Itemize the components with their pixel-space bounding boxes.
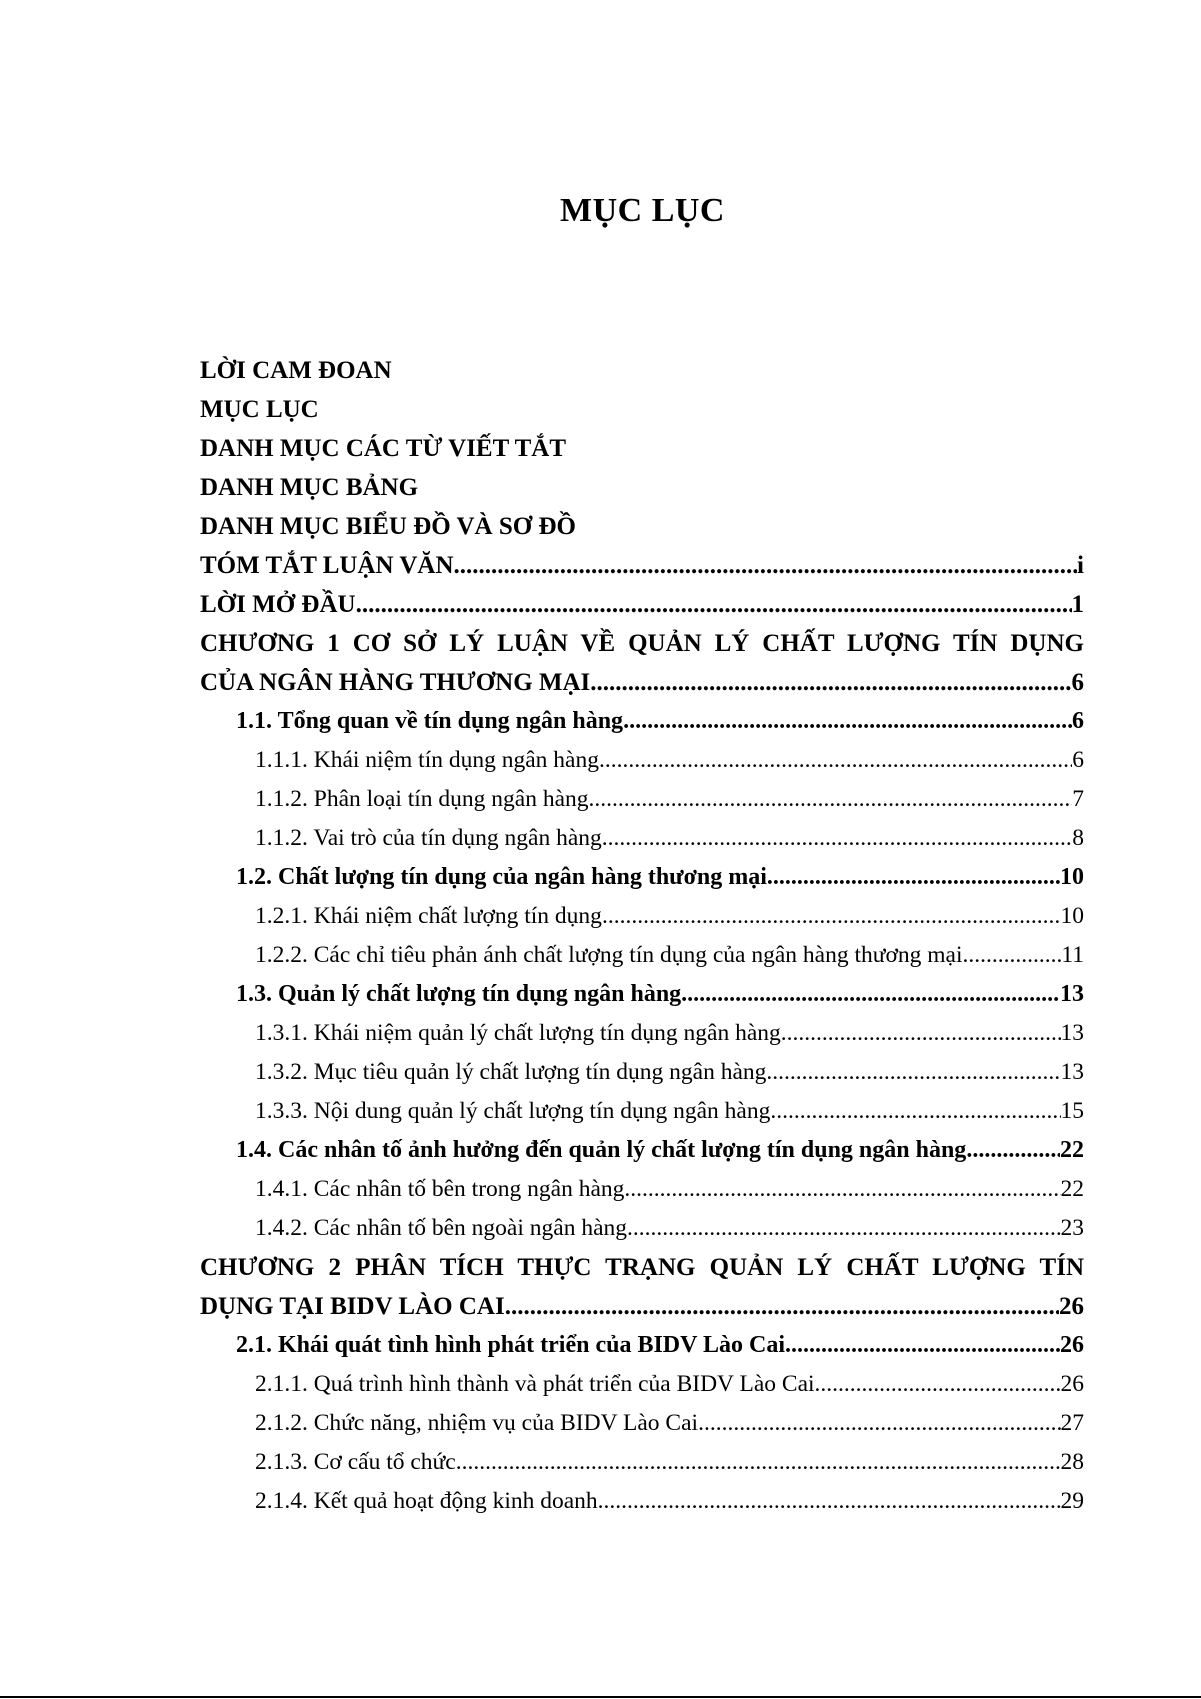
dot-leader: [698, 1404, 1060, 1443]
toc-page-number: 29: [1060, 1488, 1084, 1514]
dot-leader: [627, 1209, 1061, 1248]
toc-subsection[interactable]: [200, 936, 1084, 975]
dot-leader: [781, 1014, 1061, 1053]
toc-subsection[interactable]: [200, 1443, 1084, 1482]
toc-page-number: 1: [1071, 591, 1084, 618]
toc-subsection[interactable]: [200, 1482, 1084, 1521]
toc-subsection[interactable]: [200, 1170, 1084, 1209]
toc-label: 1.4. Các nhân tố ảnh hưởng đến quản lý chất lượng tín dụng ngân hàng: [236, 1137, 967, 1163]
toc-page-number: 6: [1071, 669, 1084, 696]
toc-page-number: 10: [1060, 864, 1084, 890]
dot-leader: [456, 1443, 1061, 1482]
toc-page-number: 13: [1060, 1059, 1084, 1085]
toc-section[interactable]: [200, 975, 1084, 1014]
toc-page-number: i: [1077, 552, 1084, 579]
toc-label: 2.1. Khái quát tình hình phát triển của BIDV Lào Cai: [236, 1332, 786, 1358]
toc-page-number: 26: [1059, 1293, 1084, 1320]
toc-label: 1.2. Chất lượng tín dụng của ngân hàng thương mại: [236, 864, 767, 890]
toc-page-number: 13: [1060, 1020, 1084, 1046]
toc-front-matter: [200, 468, 1084, 507]
toc-entry[interactable]: [200, 585, 1084, 624]
toc-page-number: 27: [1060, 1410, 1084, 1436]
toc-section[interactable]: [200, 1326, 1084, 1365]
chapter-2-heading[interactable]: [200, 1287, 1084, 1326]
toc-label: 1.3.2. Mục tiêu quản lý chất lượng tín dụng ngân hàng: [255, 1059, 767, 1085]
toc-label: 1.4.1. Các nhân tố bên trong ngân hàng: [255, 1176, 625, 1202]
dot-leader: [505, 1287, 1059, 1326]
dot-leader: [963, 936, 1062, 975]
chapter-1-heading-line1: CHƯƠNG 1 CƠ SỞ LÝ LUẬN VỀ QUẢN LÝ CHẤT LƯỢNG TÍN DỤNG: [200, 630, 1084, 657]
toc-section[interactable]: [200, 858, 1084, 897]
toc-label: CỦA NGÂN HÀNG THƯƠNG MẠI: [200, 669, 591, 696]
toc-page-number: 26: [1060, 1332, 1084, 1358]
toc-label: 1.1.2. Phân loại tín dụng ngân hàng: [255, 786, 589, 812]
dot-leader: [766, 1053, 1060, 1092]
toc-subsection[interactable]: [200, 1014, 1084, 1053]
toc-page-number: 22: [1060, 1137, 1084, 1163]
toc-front-matter: [200, 390, 1084, 429]
toc-subsection[interactable]: [200, 819, 1084, 858]
dot-leader: [815, 1365, 1061, 1404]
toc-label: 2.1.4. Kết quả hoạt động kinh doanh: [255, 1488, 598, 1514]
toc-subsection[interactable]: [200, 780, 1084, 819]
toc-label: 1.4.2. Các nhân tố bên ngoài ngân hàng: [255, 1215, 627, 1241]
toc-label: 1.3.3. Nội dung quản lý chất lượng tín dụng ngân hàng: [255, 1098, 771, 1124]
dot-leader: [356, 585, 1072, 624]
toc-label: 1.3.1. Khái niệm quản lý chất lượng tín dụng ngân hàng: [255, 1020, 781, 1046]
toc-label: DỤNG TẠI BIDV LÀO CAI: [200, 1293, 505, 1320]
toc-label: DANH MỤC CÁC TỪ VIẾT TẮT: [200, 435, 567, 462]
dot-leader: [767, 858, 1060, 897]
dot-leader: [590, 663, 1071, 702]
toc-page-number: 23: [1060, 1215, 1084, 1241]
toc-page-number: 10: [1060, 903, 1084, 929]
toc-subsection[interactable]: [200, 1365, 1084, 1404]
toc-label: TÓM TẮT LUẬN VĂN: [200, 552, 454, 579]
dot-leader: [624, 1170, 1060, 1209]
dot-leader: [589, 780, 1073, 819]
toc-subsection[interactable]: [200, 897, 1084, 936]
toc-subsection[interactable]: [200, 1092, 1084, 1131]
toc-label: 1.1. Tổng quan về tín dụng ngân hàng: [236, 708, 624, 734]
toc-subsection[interactable]: [200, 1209, 1084, 1248]
toc-page-number: 22: [1060, 1176, 1084, 1202]
dot-leader: [602, 897, 1061, 936]
toc-page-number: 6: [1072, 708, 1084, 734]
toc-label: 1.3. Quản lý chất lượng tín dụng ngân hàng: [236, 981, 682, 1007]
toc-subsection[interactable]: [200, 741, 1084, 780]
toc-section[interactable]: [200, 1131, 1084, 1170]
page-bottom-border: [0, 1696, 1201, 1698]
toc-label: LỜI MỞ ĐẦU: [200, 591, 356, 618]
dot-leader: [599, 741, 1072, 780]
dot-leader: [785, 1326, 1060, 1365]
toc-label: LỜI CAM ĐOAN: [200, 357, 392, 384]
toc-front-matter: [200, 351, 1084, 390]
table-of-contents: [200, 351, 1084, 1521]
chapter-1-heading[interactable]: [200, 663, 1084, 702]
dot-leader: [681, 975, 1060, 1014]
toc-label: DANH MỤC BIỂU ĐỒ VÀ SƠ ĐỒ: [200, 513, 576, 540]
toc-subsection[interactable]: [200, 1053, 1084, 1092]
dot-leader: [602, 819, 1072, 858]
toc-page-number: 15: [1060, 1098, 1084, 1124]
toc-subsection[interactable]: [200, 1404, 1084, 1443]
dot-leader: [966, 1131, 1060, 1170]
toc-label: 1.2.1. Khái niệm chất lượng tín dụng: [255, 903, 602, 929]
toc-label: 2.1.2. Chức năng, nhiệm vụ của BIDV Lào Cai: [255, 1410, 699, 1436]
toc-page-number: 26: [1060, 1371, 1084, 1397]
toc-front-matter: [200, 507, 1084, 546]
toc-label: DANH MỤC BẢNG: [200, 474, 419, 501]
toc-page-number: 11: [1061, 942, 1084, 968]
toc-front-matter: [200, 429, 1084, 468]
toc-label: 2.1.1. Quá trình hình thành và phát triển của BIDV Lào Cai: [255, 1371, 815, 1397]
toc-page-number: 28: [1060, 1449, 1084, 1475]
toc-label: 2.1.3. Cơ cấu tổ chức: [255, 1449, 456, 1475]
toc-page-number: 6: [1072, 747, 1084, 773]
toc-page-number: 7: [1072, 786, 1084, 812]
toc-label: MỤC LỤC: [200, 396, 319, 423]
toc-section[interactable]: [200, 702, 1084, 741]
dot-leader: [598, 1482, 1061, 1521]
dot-leader: [770, 1092, 1060, 1131]
dot-leader: [454, 546, 1078, 585]
toc-page-number: 8: [1072, 825, 1084, 851]
dot-leader: [623, 702, 1072, 741]
chapter-2-heading-line1: CHƯƠNG 2 PHÂN TÍCH THỰC TRẠNG QUẢN LÝ CHẤT LƯỢNG TÍN: [200, 1254, 1084, 1281]
toc-label: 1.1.1. Khái niệm tín dụng ngân hàng: [255, 747, 599, 773]
page-title: MỤC LỤC: [560, 192, 725, 229]
toc-label: 1.2.2. Các chỉ tiêu phản ánh chất lượng tín dụng của ngân hàng thương mại: [255, 942, 963, 968]
toc-label: 1.1.2. Vai trò của tín dụng ngân hàng: [255, 825, 602, 851]
toc-entry[interactable]: [200, 546, 1084, 585]
toc-page-number: 13: [1060, 981, 1084, 1007]
